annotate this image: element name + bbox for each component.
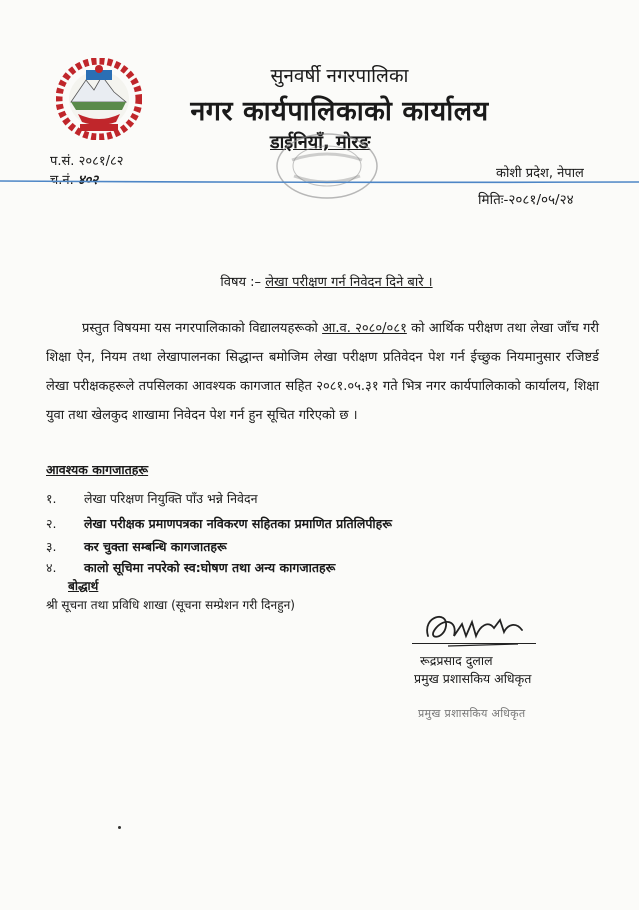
document-item	[46, 490, 258, 507]
reference-cn	[50, 170, 98, 188]
municipality-name: सुनवर्षी नगरपालिका	[270, 65, 409, 87]
office-location: डाईनियाँ, मोरङ	[270, 132, 371, 153]
document-text: लेखा परिक्षण नियुक्ति पाँउ भन्ने निवेदन	[84, 491, 258, 506]
letter-date	[478, 190, 574, 208]
signatory-title: प्रमुख प्रशासकिय अधिकृत	[414, 671, 532, 686]
province-text: कोशी प्रदेश, नेपाल	[496, 166, 584, 181]
document-number: ३.	[46, 539, 57, 554]
header-divider	[0, 180, 639, 184]
subject-line	[0, 272, 639, 290]
office-name: नगर कार्यपालिकाको कार्यालय	[190, 96, 489, 127]
office-seal-stamp	[272, 130, 382, 202]
body-paragraph	[46, 314, 599, 430]
date-value: २०८१/०५/२४	[508, 192, 574, 208]
signature-line	[412, 643, 536, 644]
ps-value: २०८१/८२	[78, 154, 124, 169]
designation-stamp: प्रमुख प्रशासकिय अधिकृत	[418, 707, 526, 720]
body-pre: प्रस्तुत विषयमा यस नगरपालिकाको विद्यालयहरूको	[82, 321, 323, 336]
document-text: लेखा परीक्षक प्रमाणपत्रका नविकरण सहितका प्रमाणित प्रतिलिपीहरू	[84, 516, 393, 531]
document-number: १.	[46, 491, 57, 506]
reference-ps	[50, 151, 124, 169]
document-number: २.	[46, 516, 57, 531]
cn-label: च.नं.	[50, 173, 74, 188]
body-post: को आर्थिक परीक्षण तथा लेखा जाँच गरी शिक्षा ऐन, नियम तथा लेखापालनका सिद्धान्त बमोजिम लेखा परीक्षण प्रतिवेदन पेश गर्न ईच्छुक नियमानुसार रजिष्टर्ड लेखा परीक्षकहरूले तपसिलका आवश्यक कागजात सहित २०८१.०५.३१ गते भित्र नगर कार्यपालिकाको कार्यालय, शिक्षा युवा तथा खेलकुद शाखामा निवेदन पेश गर्न हुन सूचित गरिएको छ ।	[46, 321, 599, 423]
subject-text: लेखा परीक्षण गर्न निवेदन दिने बारे ।	[265, 275, 433, 290]
documents-heading: आवश्यक कागजातहरू	[46, 462, 149, 477]
document-item	[46, 559, 335, 576]
fiscal-year: आ.व. २०८०/०८१	[322, 321, 407, 336]
cn-value: ४०२	[77, 173, 99, 188]
document-text: कर चुक्ता सम्बन्धि कागजातहरू	[84, 539, 227, 554]
signatory-name: रूद्रप्रसाद दुलाल	[420, 653, 493, 668]
document-number: ४.	[46, 560, 57, 575]
bodhartha-copy: श्री सूचना तथा प्रविधि शाखा (सूचना सम्प्रेशन गरी दिनहुन)	[46, 598, 295, 612]
subject-label: विषय :–	[220, 275, 262, 290]
document-item	[46, 515, 392, 532]
date-label: मितिः-	[478, 192, 509, 208]
page-speck	[118, 826, 121, 829]
bodhartha-label: बोद्धार्थ	[68, 579, 99, 593]
ps-label: प.सं.	[50, 154, 75, 169]
document-item	[46, 538, 227, 555]
document-text: कालो सूचिमा नपरेको स्व:घोषण तथा अन्य कागजातहरू	[84, 560, 336, 575]
handwritten-signature	[418, 606, 536, 654]
